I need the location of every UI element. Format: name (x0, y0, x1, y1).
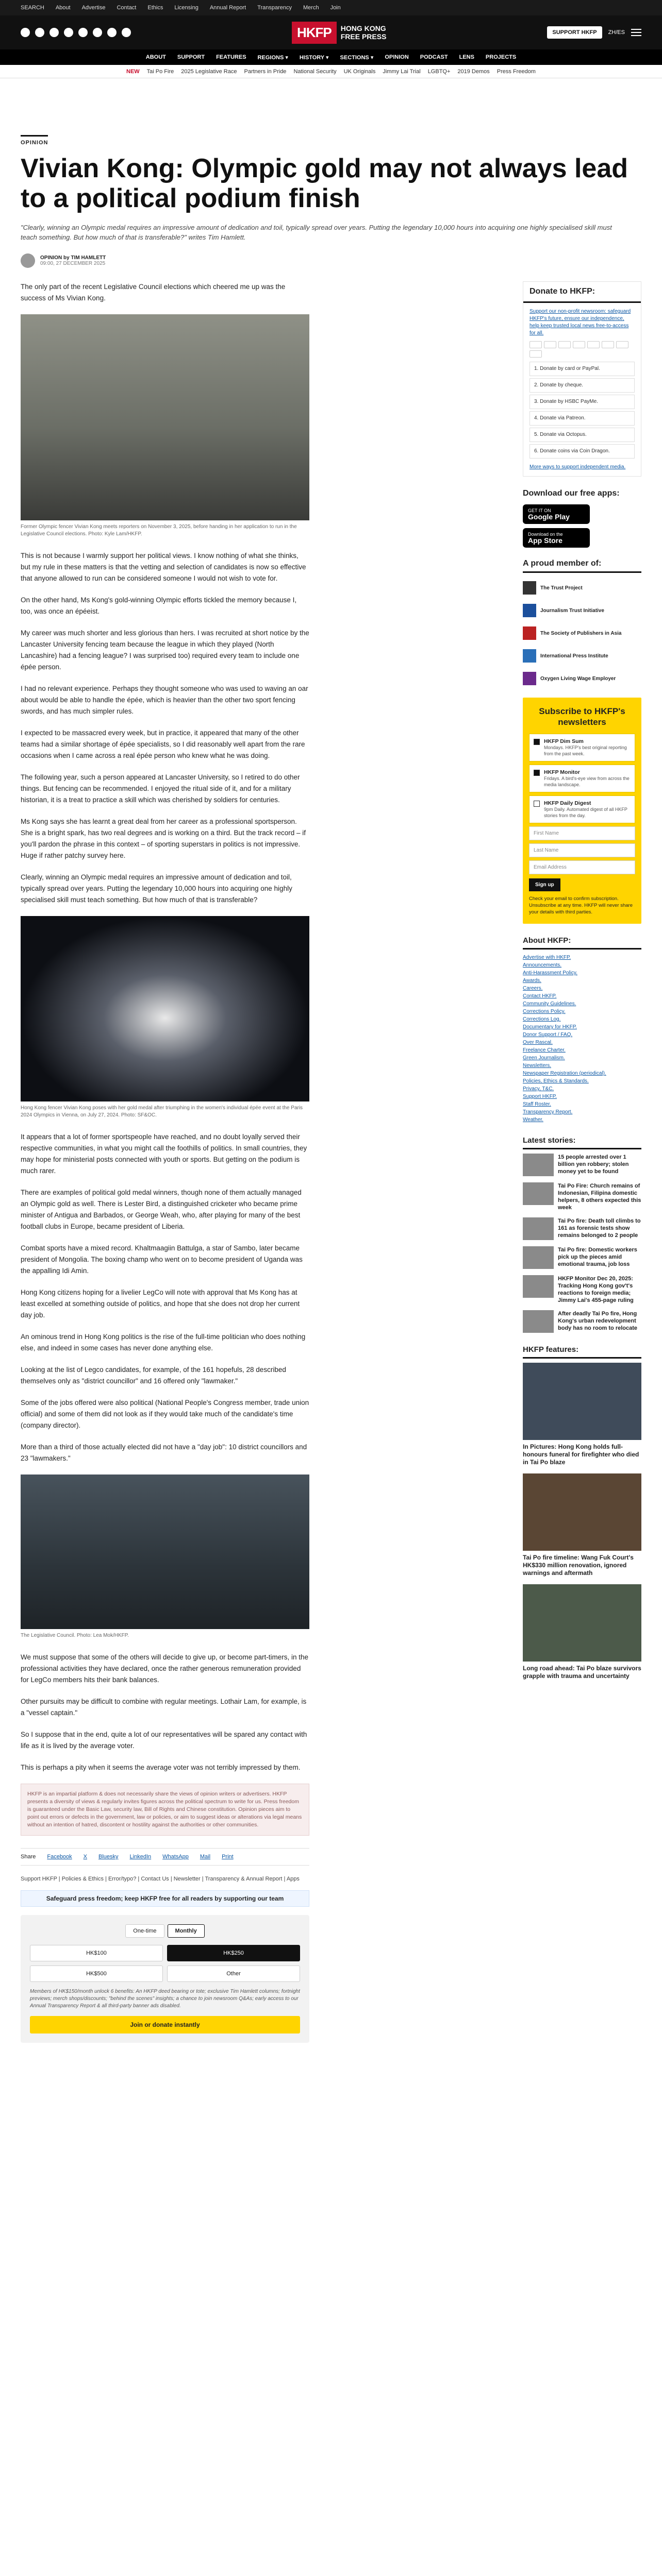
about-link[interactable]: Transparency Report. (523, 1109, 573, 1115)
donate-option[interactable]: 4. Donate via Patreon. (529, 411, 635, 426)
membership-note: Members of HK$150/month unlock 6 benefits: An HKFP deed bearing or tote; exclusive Tim Hamlett columns; fortnight previews; merch shops/discounts; "behind the scenes" insights; a chance to join newsroom Q&As; early access to our Annual Transparency Report & all third-party banner ads disabled. (30, 1989, 300, 2009)
about-link[interactable]: Community Guidelines. (523, 1001, 576, 1007)
latest-story[interactable] (523, 1275, 641, 1304)
member-org-name: International Press Institute (540, 653, 608, 659)
article-paragraph: We must suppose that some of the others will decide to give up, or become part-timers, in the professional activities they have declared, once the rather generous remuneration provided for LegCo members hits their bank balances. (21, 1653, 309, 1684)
publish-date: 09:00, 27 DECEMBER 2025 (40, 261, 106, 266)
member-org[interactable] (523, 626, 641, 640)
byline (21, 253, 641, 268)
about-link[interactable]: Documentary for HKFP. (523, 1024, 577, 1030)
story-headline: Tai Po Fire: Church remains of Indonesian, Filipina domestic helpers, 8 others expected this week (558, 1183, 641, 1211)
about-link[interactable]: Staff Roster. (523, 1101, 551, 1107)
bluesky-icon[interactable] (107, 28, 117, 37)
photo-caption: Former Olympic fencer Vivian Kong meets reporters on November 3, 2025, before handing in her application to run in the Legislative Council elections. Photo: Kyle Lam/HKFP. (21, 524, 297, 537)
about-link[interactable]: Contact HKFP. (523, 993, 557, 999)
article-paragraph: Combat sports have a mixed record. Khaltmaagiin Battulga, a star of Sambo, later became president of Mongolia. The boxing champ who went on to become president of Uganda was the appalling Idi Amin. (21, 1244, 303, 1275)
photo-legco-building (21, 1475, 309, 1629)
feature-story[interactable] (523, 1363, 641, 1466)
feature-headline: In Pictures: Hong Kong holds full-honours funeral for firefighter who died in Tai Po blaze (523, 1443, 639, 1466)
main-nav (0, 49, 662, 65)
new-badge: NEW (126, 68, 140, 75)
donate-heading: Donate to HKFP: (523, 282, 641, 303)
donate-card (523, 281, 641, 477)
author-name[interactable]: OPINION by TIM HAMLETT (40, 255, 106, 261)
support-hkfp-button[interactable]: SUPPORT HKFP (547, 26, 602, 39)
story-thumbnail (523, 1246, 554, 1269)
about-link[interactable]: Newsletters. (523, 1063, 552, 1069)
feature-image (523, 1584, 641, 1662)
latest-story[interactable] (523, 1154, 641, 1176)
article-paragraph: On the other hand, Ms Kong's gold-winning Olympic efforts tickled the memory because I, too, was once an épéeist. (21, 596, 297, 615)
share-facebook[interactable]: Facebook (47, 1854, 72, 1860)
about-link[interactable]: Freelance Charter. (523, 1047, 566, 1053)
topbar-item-licensing[interactable]: Licensing (174, 5, 198, 11)
topbar-item-ethics[interactable]: Ethics (147, 5, 163, 11)
member-org-name: Journalism Trust Initiative (540, 607, 604, 614)
topbar-item-merch[interactable]: Merch (303, 5, 319, 11)
newsletter-option[interactable] (529, 765, 635, 792)
about-link[interactable]: Anti-Harassment Policy. (523, 970, 577, 976)
feature-image (523, 1473, 641, 1551)
facebook-icon[interactable] (21, 28, 30, 37)
article-paragraph: The only part of the recent Legislative Council elections which cheered me up was the success of Ms Vivian Kong. (21, 283, 286, 302)
features-heading: HKFP features: (523, 1345, 641, 1359)
latest-story[interactable] (523, 1246, 641, 1269)
story-thumbnail (523, 1217, 554, 1240)
story-thumbnail (523, 1154, 554, 1176)
trending-item[interactable]: 2025 Legislative Race (181, 68, 237, 75)
latest-heading: Latest stories: (523, 1136, 641, 1149)
amex-icon (558, 341, 571, 348)
app-store-small: Download on the (528, 532, 563, 537)
trending-item[interactable]: Partners in Pride (244, 68, 287, 75)
youtube-icon[interactable] (78, 28, 88, 37)
share-whatsapp[interactable]: WhatsApp (162, 1854, 189, 1860)
newsletter-desc: Mondays. HKFP's best original reporting from the past week. (544, 745, 627, 756)
payme-icon (616, 341, 628, 348)
content-layout (21, 281, 641, 2043)
about-link[interactable]: Careers. (523, 986, 543, 991)
amount-option[interactable]: HK$500 (30, 1965, 163, 1982)
donate-intro[interactable]: Support our non-profit newsroom: safeguard HKFP's future, ensure our independence, help keep trusted local news free-to-access for all. (529, 309, 631, 336)
donate-option[interactable]: 6. Donate coins via Coin Dragon. (529, 444, 635, 459)
trending-item[interactable]: LGBTQ+ (427, 68, 451, 75)
x-icon[interactable] (35, 28, 44, 37)
top-utility-bar (0, 0, 662, 15)
language-switch[interactable]: ZH/ES (608, 29, 625, 36)
visa-icon (544, 341, 556, 348)
member-org[interactable] (523, 672, 641, 685)
story-headline: Tai Po fire: Domestic workers pick up the pieces amid emotional trauma, job loss (558, 1247, 637, 1267)
photo-kong-press (21, 314, 309, 520)
topbar-item-about[interactable]: About (55, 5, 71, 11)
instagram-icon[interactable] (49, 28, 59, 37)
about-links (523, 954, 641, 1124)
article-paragraph: It appears that a lot of former sportspeople have reached, and no doubt loyally served their respective communities, in what you might call the foothills of politics. In small countries, they may hope for ministerial posts connected with youth or sports. But getting on the podium is much rarer. (21, 1133, 307, 1175)
google-play-label: Google Play (528, 513, 570, 521)
signup-note: Check your email to confirm subscription. Unsubscribe at any time. HKFP will never share your details with third parties. (529, 896, 633, 915)
trending-item[interactable]: Tai Po Fire (146, 68, 174, 75)
logo-text-line-1: HONG KONG (340, 24, 386, 32)
paypal-icon (573, 341, 585, 348)
newsletter-name: HKFP Monitor (544, 769, 580, 775)
topbar-item-advertise[interactable]: Advertise (81, 5, 106, 11)
search-link[interactable]: SEARCH (21, 5, 44, 11)
about-link[interactable]: Privacy, T&C. (523, 1086, 554, 1092)
article-paragraph: My career was much shorter and less glorious than hers. I was recruited at short notice by the Lancaster University fencing team because the league in which they played (North Lancashire) had a fencing league? I was surprised too) required every team to include one épée person. (21, 629, 309, 671)
octopus-icon (529, 350, 542, 358)
google-play-button[interactable] (523, 504, 590, 524)
donate-option[interactable]: 3. Donate by HSBC PayMe. (529, 395, 635, 409)
about-link[interactable]: Advertise with HKFP. (523, 955, 571, 960)
nav-item-projects[interactable]: PROJECTS (485, 54, 517, 60)
share-linkedin[interactable]: LinkedIn (129, 1854, 152, 1860)
article-paragraph: Clearly, winning an Olympic medal requires an impressive amount of dedication and toil, typically spread over years. Putting the legendary 10,000 hours into acquiring one highly specialised skill must teach something. But how much of that is transferable? (21, 873, 292, 904)
social-links (21, 28, 131, 37)
photo-caption: Hong Kong fencer Vivian Kong poses with her gold medal after triumphing in the women's individual épée event at the Paris 2024 Olympics in Vienna, on July 27, 2024. Photo: SF&OC. (21, 1105, 303, 1118)
nav-item-about[interactable]: ABOUT (145, 54, 166, 60)
opinion-disclaimer: HKFP is an impartial platform & does not necessarily share the views of opinion writers or advertisers. HKFP presents a diversity of views & regularly invites figures across the political spectrum to write for us. Press freedom is guaranteed under the Basic Law, security law, Bill of Rights and Chinese constitution. Opinion pieces aim to point out errors or defects in the government, law or policies, or aim to suggest ideas or alterations via legal means without an intention of hatred, discontent or hostility against the authorities or other communities. (21, 1784, 309, 1836)
logo-mark: HKFP (292, 22, 337, 44)
article-paragraph: Other pursuits may be difficult to combine with regular meetings. Lothair Lam, for example, is a "vessel captain." (21, 1698, 307, 1717)
logo-text-line-2: FREE PRESS (340, 32, 387, 41)
donate-option[interactable]: 2. Donate by cheque. (529, 378, 635, 393)
nav-item-support[interactable]: SUPPORT (177, 54, 205, 60)
topbar-item-join[interactable]: Join (330, 5, 341, 11)
story-thumbnail (523, 1275, 554, 1298)
story-headline: 15 people arrested over 1 billion yen robbery; stolen money yet to be found (558, 1154, 629, 1175)
newsletter-signup (523, 698, 641, 924)
safeguard-banner[interactable]: Safeguard press freedom; keep HKFP free for all readers by supporting our team (21, 1890, 309, 1907)
more-ways-link[interactable]: More ways to support independent media. (529, 464, 626, 470)
freq-monthly[interactable]: Monthly (168, 1924, 205, 1938)
newsletter-name: HKFP Dim Sum (544, 738, 584, 744)
article-paragraph: I expected to be massacred every week, but in practice, it appeared that many of the other teams had a similar shortage of épée specialists, so I did reasonably well apart from the rare occasions when I came across a real épée person who knew what he was doing. (21, 729, 305, 759)
member-org[interactable] (523, 581, 641, 595)
article-paragraph: So I suppose that in the end, quite a lot of our representatives will be spared any contact with life as it is lived by the average voter. (21, 1731, 307, 1750)
latest-story[interactable] (523, 1182, 641, 1211)
nav-item-opinion[interactable]: OPINION (385, 54, 409, 60)
newsletter-name: HKFP Daily Digest (544, 800, 591, 806)
about-link[interactable]: Green Journalism. (523, 1055, 565, 1061)
linkedin-icon[interactable] (93, 28, 102, 37)
about-link[interactable]: Announcements. (523, 962, 562, 968)
checkbox-icon[interactable] (534, 801, 540, 807)
share-bar (21, 1848, 309, 1866)
member-org-name: Oxygen Living Wage Employer (540, 675, 616, 682)
topbar-item-transparency[interactable]: Transparency (257, 5, 292, 11)
site-logo[interactable] (292, 22, 386, 44)
about-link[interactable]: Over Rascal. (523, 1040, 553, 1045)
member-org-name: The Society of Publishers in Asia (540, 630, 622, 636)
support-links[interactable]: Support HKFP | Policies & Ethics | Error/typo? | Contact Us | Newsletter | Transparency & Annual Report | Apps (21, 1876, 300, 1882)
app-store-button[interactable] (523, 528, 590, 548)
member-heading: A proud member of: (523, 559, 641, 573)
mastercard-icon (529, 341, 542, 348)
google-pay-icon (602, 341, 614, 348)
about-link[interactable]: Support HKFP. (523, 1094, 557, 1099)
oxfam-logo (523, 672, 536, 685)
site-header (0, 15, 662, 49)
article-paragraph: This is perhaps a pity when it seems the average voter was not terribly impressed by them. (21, 1764, 301, 1771)
latest-story[interactable] (523, 1310, 641, 1333)
article-category[interactable]: OPINION (21, 135, 48, 146)
article-body (21, 281, 309, 2043)
trending-nav (0, 65, 662, 78)
nav-item-podcast[interactable]: PODCAST (420, 54, 448, 60)
article-header (21, 78, 641, 268)
checkbox-icon[interactable] (534, 739, 540, 745)
nav-item-history[interactable]: HISTORY ▾ (299, 54, 329, 61)
app-store-label: App Store (528, 536, 562, 545)
article-paragraph: An ominous trend in Hong Kong politics is the rise of the full-time politician who does nothing else, and indeed in some cases has never done anything else. (21, 1333, 306, 1352)
article-paragraph: Ms Kong says she has learnt a great deal from her career as a professional sportsperson. She is a bright spark, has two real degrees and is working on a third. But the track record – if you'll pardon the phrase in this context – of sporting superstars in politics is not impressive. Huge if rather patchy survey here. (21, 818, 306, 859)
trending-item[interactable]: UK Originals (343, 68, 376, 75)
about-link[interactable]: Corrections Policy. (523, 1009, 566, 1014)
topbar-item-annual-report[interactable]: Annual Report (209, 5, 246, 11)
about-heading: About HKFP: (523, 936, 641, 950)
newsletter-desc: 9pm Daily. Automated digest of all HKFP stories from the day. (544, 807, 627, 818)
threads-icon[interactable] (64, 28, 73, 37)
share-x[interactable]: X (83, 1854, 88, 1860)
freq-one-time[interactable]: One-time (125, 1924, 164, 1938)
newsletter-option[interactable] (529, 734, 635, 761)
nav-item-regions[interactable]: REGIONS ▾ (257, 54, 288, 61)
sopa-logo (523, 626, 536, 640)
story-headline: After deadly Tai Po fire, Hong Kong's urban redevelopment body has no room to relocate (558, 1311, 638, 1331)
story-headline: Tai Po fire: Death toll climbs to 161 as forensic tests show remains belonged to 2 people (558, 1218, 641, 1239)
apps-heading: Download our free apps: (523, 489, 620, 498)
trending-item[interactable]: Press Freedom (496, 68, 536, 75)
article-title: Vivian Kong: Olympic gold may not always lead to a political podium finish (21, 154, 628, 213)
nav-item-features[interactable]: FEATURES (216, 54, 246, 60)
email-field[interactable]: Email Address (529, 860, 635, 874)
share-print[interactable]: Print (222, 1854, 234, 1860)
menu-icon[interactable] (631, 29, 641, 36)
article-paragraph: Some of the jobs offered were also political (National People's Congress member, trade union official) and some of them did not look as if they would take much of the candidate's time (company director). (21, 1399, 309, 1429)
telegram-icon[interactable] (122, 28, 131, 37)
frequency-toggle (30, 1924, 300, 1938)
photo-caption: The Legislative Council. Photo: Lea Mok/HKFP. (21, 1633, 129, 1638)
story-headline: HKFP Monitor Dec 20, 2025: Tracking Hong Kong gov't's reactions to foreign media; Jimmy Lai's 455-page ruling (558, 1276, 634, 1303)
member-org-name: The Trust Project (540, 585, 583, 591)
article-paragraph: The following year, such a person appeared at Lancaster University, so I retired to do other things. But fencing can be recommended. I enjoyed the ritual side of it, and for a military historian, it is a treat to practice a skill which was cherished by soldiers for centuries. (21, 773, 300, 804)
newsletter-desc: Fridays. A bird's-eye view from across the media landscape. (544, 776, 630, 787)
amount-option[interactable]: Other (167, 1965, 300, 1982)
amount-option[interactable]: HK$250 (167, 1945, 300, 1961)
member-org[interactable] (523, 604, 641, 617)
donate-option[interactable]: 1. Donate by card or PayPal. (529, 362, 635, 376)
nav-item-sections[interactable]: SECTIONS ▾ (340, 54, 374, 61)
header-actions (547, 26, 641, 39)
share-mail[interactable]: Mail (200, 1854, 211, 1860)
feature-story[interactable] (523, 1473, 641, 1577)
share-label: Share (21, 1854, 36, 1860)
amount-option[interactable]: HK$100 (30, 1945, 163, 1961)
article-paragraph: More than a third of those actually elected did not have a "day job": 10 district councillors and 23 "lawmakers." (21, 1443, 307, 1462)
article-paragraph: Hong Kong citizens hoping for a livelier LegCo will note with approval that Ms Kong has at least excelled at something outside of politics, and hope that she does not drop her current day job. (21, 1289, 300, 1319)
feature-headline: Tai Po fire timeline: Wang Fuk Court's HK$330 million renovation, ignored warnings and aftermath (523, 1554, 634, 1577)
share-bluesky[interactable]: Bluesky (98, 1854, 119, 1860)
author-avatar (21, 253, 35, 268)
trending-item[interactable]: Jimmy Lai Trial (383, 68, 421, 75)
photo-kong-gold-medal (21, 916, 309, 1101)
member-org[interactable] (523, 649, 641, 663)
last-name-field[interactable]: Last Name (529, 843, 635, 857)
logo-wordmark (341, 24, 387, 41)
feature-story[interactable] (523, 1584, 641, 1680)
trending-item[interactable]: National Security (293, 68, 337, 75)
checkbox-icon[interactable] (534, 770, 540, 776)
about-link[interactable]: Newspaper Registration (periodical). (523, 1071, 606, 1076)
about-link[interactable]: Corrections Log. (523, 1016, 561, 1022)
latest-story[interactable] (523, 1217, 641, 1240)
story-thumbnail (523, 1310, 554, 1333)
amount-options (30, 1945, 300, 1982)
feature-headline: Long road ahead: Tai Po blaze survivors grapple with trauma and uncertainty (523, 1665, 641, 1680)
sidebar (523, 281, 641, 2043)
trust-project-logo (523, 581, 536, 595)
jti-logo (523, 604, 536, 617)
about-link[interactable]: Weather. (523, 1117, 543, 1123)
signup-button[interactable]: Sign up (529, 878, 560, 891)
nav-item-lens[interactable]: LENS (459, 54, 474, 60)
ipi-logo (523, 649, 536, 663)
trending-item[interactable]: 2019 Demos (457, 68, 490, 75)
donate-widget (21, 1915, 309, 2043)
apple-pay-icon (587, 341, 600, 348)
about-link[interactable]: Policies, Ethics & Standards. (523, 1078, 589, 1084)
article-paragraph: This is not because I warmly support her political views. I know nothing of what she thinks, but my rule in these matters is that the vetting and selection of candidates is now so effective that anyone allowed to run can be considered someone I would not wish to vote for. (21, 552, 306, 582)
article-paragraph: Looking at the list of Legco candidates, for example, of the 161 hopefuls, 28 described themselves only as "district councillor" and 16 offered only "lawmaker." (21, 1366, 286, 1385)
join-donate-button[interactable]: Join or donate instantly (30, 2016, 300, 2033)
donate-option[interactable]: 5. Donate via Octopus. (529, 428, 635, 442)
article-paragraph: There are examples of political gold medal winners, though none of them actually managed an Olympic gold as well. There is Lester Bird, a distinguished cricketer who became prime minister of Antigua and Barbados, or George Weah, who, after playing for many of the best football clubs in Europe, became president of Liberia. (21, 1189, 302, 1230)
newsletter-option[interactable] (529, 795, 635, 823)
story-thumbnail (523, 1182, 554, 1205)
topbar-item-contact[interactable]: Contact (117, 5, 137, 11)
google-play-small: GET IT ON (528, 508, 551, 513)
feature-image (523, 1363, 641, 1440)
payment-methods (529, 341, 635, 358)
first-name-field[interactable]: First Name (529, 826, 635, 840)
about-link[interactable]: Awards. (523, 978, 541, 984)
article-lead: "Clearly, winning an Olympic medal requires an impressive amount of dedication and toil, typically spread over years. Putting the legendary 10,000 hours into acquiring one highly specialised skill must teach something. But how much of that is transferable?" writes Tim Hamlett. (21, 224, 612, 241)
article-paragraph: I had no relevant experience. Perhaps they thought someone who was used to waving an oar about would be able to handle the épée, which is heavier than the other two sport fencing swords, and has much simpler rules. (21, 685, 308, 715)
about-link[interactable]: Donor Support / FAQ. (523, 1032, 573, 1038)
newsletter-heading: Subscribe to HKFP's newsletters (539, 706, 625, 727)
